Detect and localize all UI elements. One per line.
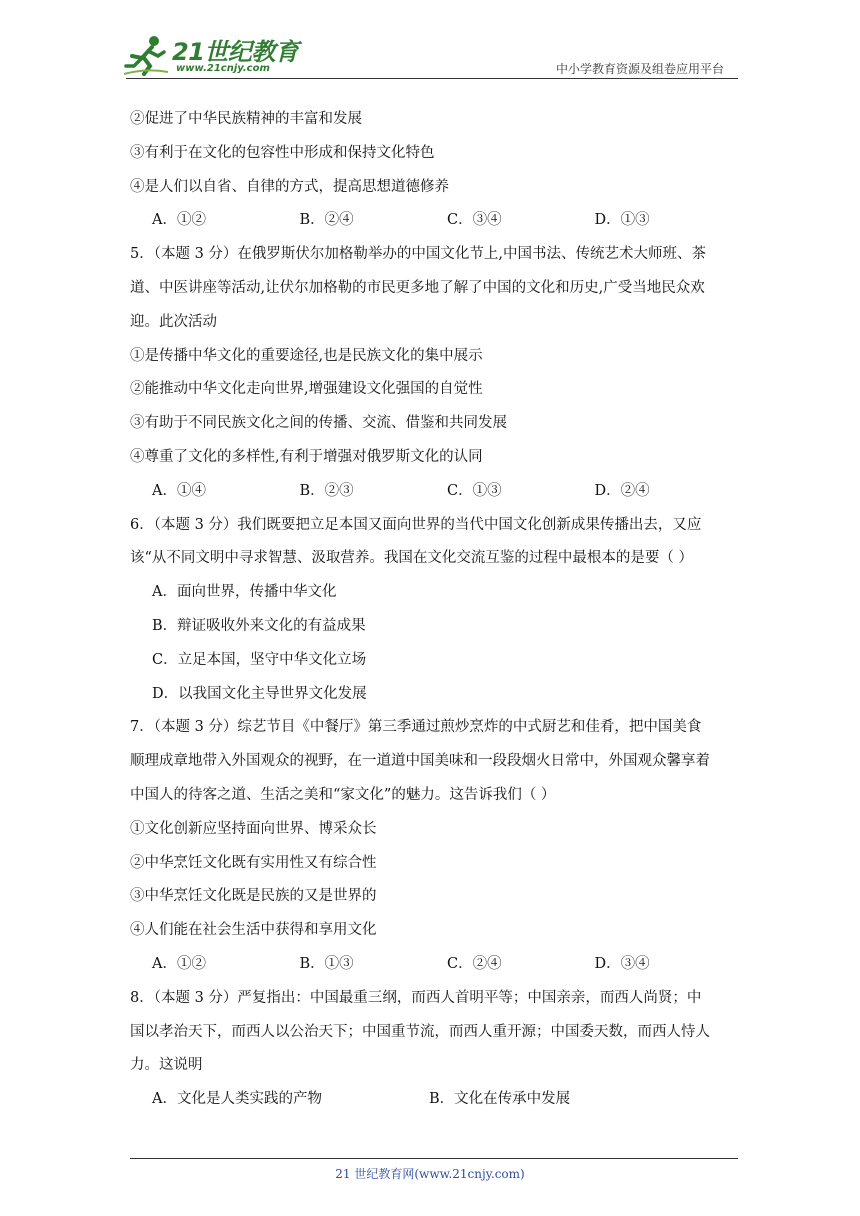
statement: ③有利于在文化的包容性中形成和保持文化特色 xyxy=(130,144,435,161)
option-d[interactable]: D．以我国文化主导世界文化发展 xyxy=(152,685,367,702)
option-a[interactable]: A．面向世界，传播中华文化 xyxy=(152,584,337,601)
q7-options xyxy=(130,948,742,982)
header-slogan: 中小学教育资源及组卷应用平台 xyxy=(555,62,724,76)
statement: ③中华烹饪文化既是民族的又是世界的 xyxy=(130,888,377,905)
option-b[interactable]: B．②③ xyxy=(299,482,354,499)
statement: ③有助于不同民族文化之间的传播、交流、借鉴和共同发展 xyxy=(130,415,507,432)
option-a[interactable]: A．①② xyxy=(152,212,206,229)
q6-stem: 6．（本题 3 分）我们既要把立足本国又面向世界的当代中国文化创新成果传播出去，又应 xyxy=(130,516,702,533)
q5-stem: 5．（本题 3 分）在俄罗斯伏尔加格勒举办的中国文化节上,中国书法、传统艺术大师班、茶 xyxy=(130,246,707,263)
statement: ④人们能在社会生活中获得和享用文化 xyxy=(130,922,377,939)
header-divider xyxy=(126,78,738,79)
runner-icon xyxy=(124,34,168,76)
option-d[interactable]: D．②④ xyxy=(594,482,650,499)
statement: ①文化创新应坚持面向世界、博采众长 xyxy=(130,820,377,837)
option-c[interactable]: C．①③ xyxy=(447,482,502,499)
q8-options xyxy=(130,1083,742,1117)
option-b[interactable]: B．①③ xyxy=(299,955,354,972)
logo-url: www.21cnjy.com xyxy=(176,63,270,74)
footer-link[interactable]: 21 世纪教育网(www.21cnjy.com) xyxy=(335,1167,525,1181)
option-b[interactable]: B．辩证吸收外来文化的有益成果 xyxy=(152,617,366,634)
q5-options xyxy=(130,475,742,509)
q7-stem: 中国人的待客之道、生活之美和“家文化”的魅力。这告诉我们（ ） xyxy=(130,786,556,803)
q5-stem: 迎。此次活动 xyxy=(130,313,217,330)
option-b[interactable]: B．②④ xyxy=(299,212,354,229)
logo-title: 21世纪教育 xyxy=(172,38,299,66)
q8-stem: 8．（本题 3 分）严复指出：中国最重三纲，而西人首明平等；中国亲亲，而西人尚贤；中 xyxy=(130,989,702,1006)
site-logo[interactable] xyxy=(120,30,299,80)
question-content xyxy=(130,103,742,1117)
option-d[interactable]: D．①③ xyxy=(594,212,650,229)
q7-stem: 7．（本题 3 分）综艺节目《中餐厅》第三季通过煎炒烹炸的中式厨艺和佳肴，把中国美食 xyxy=(130,719,702,736)
option-c[interactable]: C．③④ xyxy=(447,212,502,229)
statement: ②促进了中华民族精神的丰富和发展 xyxy=(130,111,362,127)
q5-stem: 道、中医讲座等活动,让伏尔加格勒的市民更多地了解了中国的文化和历史,广受当地民众欢 xyxy=(130,279,705,296)
q8-stem: 力。这说明 xyxy=(130,1057,203,1074)
page-header xyxy=(120,30,740,82)
statement: ②中华烹饪文化既有实用性又有综合性 xyxy=(130,854,377,871)
option-a[interactable]: A．①② xyxy=(152,955,206,972)
statement: ④是人们以自省、自律的方式，提高思想道德修养 xyxy=(130,178,449,195)
footer-divider xyxy=(130,1158,738,1159)
option-d[interactable]: D．③④ xyxy=(594,955,650,972)
option-a[interactable]: A．文化是人类实践的产物 xyxy=(152,1091,322,1108)
q6-stem: 该“从不同文明中寻求智慧、汲取营养。我国在文化交流互鉴的过程中最根本的是要（ ） xyxy=(130,550,694,567)
q4-options xyxy=(130,204,742,238)
option-a[interactable]: A．①④ xyxy=(152,482,206,499)
option-b[interactable]: B．文化在传承中发展 xyxy=(429,1091,571,1108)
q8-stem: 国以孝治天下，而西人以公治天下；中国重节流，而西人重开源；中国委天数，而西人恃人 xyxy=(130,1023,710,1040)
option-c[interactable]: C．立足本国，坚守中华文化立场 xyxy=(152,651,367,668)
q7-stem: 顺理成章地带入外国观众的视野，在一道道中国美味和一段段烟火日常中，外国观众馨享着 xyxy=(130,753,710,770)
statement: ①是传播中华文化的重要途径,也是民族文化的集中展示 xyxy=(130,347,483,364)
option-c[interactable]: C．②④ xyxy=(447,955,502,972)
statement: ②能推动中华文化走向世界,增强建设文化强国的自觉性 xyxy=(130,381,483,398)
statement: ④尊重了文化的多样性,有利于增强对俄罗斯文化的认同 xyxy=(130,448,483,465)
